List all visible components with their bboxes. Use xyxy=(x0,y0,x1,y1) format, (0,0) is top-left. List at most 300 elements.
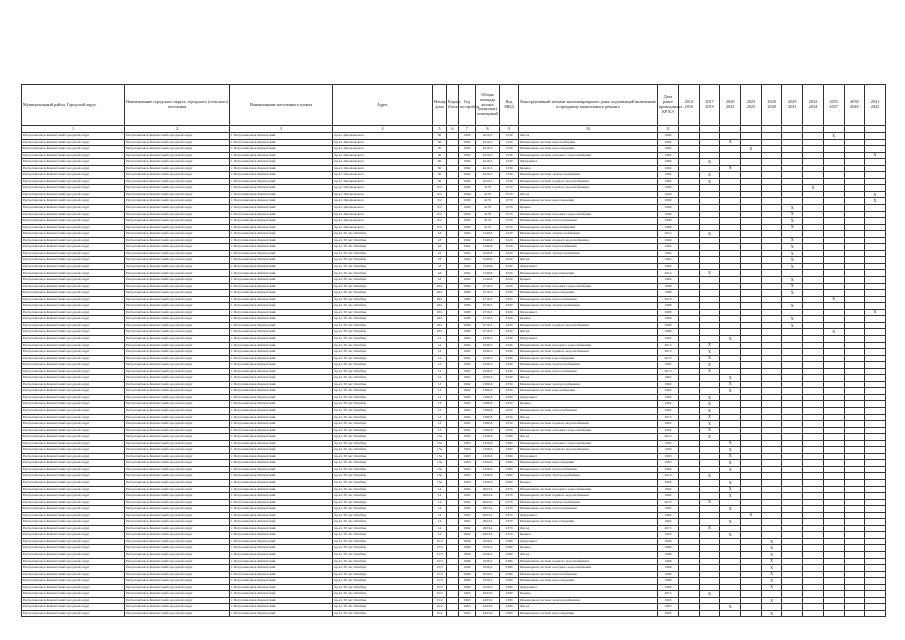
house-number-cell: 30 xyxy=(433,178,447,185)
district-cell: Петропавловск-Камчатский городской округ xyxy=(22,329,125,336)
area-cell: 1056,2 xyxy=(476,552,500,559)
period-mark: X xyxy=(782,250,803,257)
address-cell: пр-кт. 50 лет Октября xyxy=(333,525,433,532)
building-code-cell: 2360 xyxy=(500,440,519,447)
element-cell: Инженерная система теплоснабжения xyxy=(519,407,658,414)
house-number-cell: 12 xyxy=(433,335,447,342)
building-code-cell: 2370 xyxy=(500,532,519,539)
address-cell: пр-кт. 50 лет Октября xyxy=(333,309,433,316)
house-number-cell: 30 xyxy=(433,172,447,179)
period-cell xyxy=(823,610,844,617)
area-cell: 1056,2 xyxy=(476,584,500,591)
area-cell: 1549,8 xyxy=(476,244,500,251)
table-row xyxy=(22,610,886,617)
address-cell: пр-кт. 50 лет Октября xyxy=(333,231,433,238)
district-cell: Петропавловск-Камчатский городской округ xyxy=(22,316,125,323)
district-cell: Петропавловск-Камчатский городской округ xyxy=(22,519,125,526)
build-year-cell: 1962 xyxy=(459,506,476,513)
house-number-cell: 18/1 xyxy=(433,316,447,323)
address-cell: пр-кт. 50 лет Октября xyxy=(333,329,433,336)
locality-cell: г. Петропавловск-Камчатский xyxy=(230,244,333,251)
year-column-header: 2029 2031 xyxy=(782,85,803,126)
prior-repair-date-cell: 1982 xyxy=(658,139,679,146)
period-cell xyxy=(720,610,741,617)
settlement-cell: Петропавловск-Камчатский городской округ xyxy=(125,146,230,153)
house-number-cell: 15/3 xyxy=(433,538,447,545)
prior-repair-date-cell: 1990 xyxy=(658,205,679,212)
house-number-cell: 14 xyxy=(433,499,447,506)
address-cell: пр-кт. 50 лет Октября xyxy=(333,381,433,388)
locality-cell: г. Петропавловск-Камчатский xyxy=(230,538,333,545)
locality-cell: г. Петропавловск-Камчатский xyxy=(230,205,333,212)
column-header: Наименование городского округа, городского (сельского) поселения xyxy=(125,85,230,126)
locality-cell: г. Петропавловск-Камчатский xyxy=(230,591,333,598)
period-mark: X xyxy=(699,368,720,375)
address-cell: пр-кт. 50 лет Октября xyxy=(333,552,433,559)
period-mark: X xyxy=(720,335,741,342)
element-cell: Инженерная система холодного водоснабжения xyxy=(519,440,658,447)
build-year-cell: 1962 xyxy=(459,342,476,349)
locality-cell: г. Петропавловск-Камчатский xyxy=(230,355,333,362)
locality-cell: г. Петропавловск-Камчатский xyxy=(230,466,333,473)
build-year-cell: 1982 xyxy=(459,139,476,146)
element-cell: Инженерная система водоотведения xyxy=(519,460,658,467)
district-cell: Петропавловск-Камчатский городской округ xyxy=(22,290,125,297)
settlement-cell: Петропавловск-Камчатский городской округ xyxy=(125,159,230,166)
settlement-cell: Петропавловск-Камчатский городской округ xyxy=(125,558,230,565)
build-year-cell: 1990 xyxy=(459,185,476,192)
prior-repair-date-cell: 1980 xyxy=(658,303,679,310)
locality-cell: г. Петропавловск-Камчатский xyxy=(230,381,333,388)
locality-cell: г. Петропавловск-Камчатский xyxy=(230,447,333,454)
settlement-cell: Петропавловск-Камчатский городской округ xyxy=(125,368,230,375)
locality-cell: г. Петропавловск-Камчатский xyxy=(230,309,333,316)
locality-cell: г. Петропавловск-Камчатский xyxy=(230,316,333,323)
prior-repair-date-cell: 1980 xyxy=(658,316,679,323)
district-cell: Петропавловск-Камчатский городской округ xyxy=(22,375,125,382)
district-cell: Петропавловск-Камчатский городской округ xyxy=(22,571,125,578)
area-cell: 4179 xyxy=(476,224,500,231)
house-number-cell: 12 xyxy=(433,342,447,349)
prior-repair-date-cell: 1963 xyxy=(658,447,679,454)
address-cell: пр-кт. Циолковского xyxy=(333,178,433,185)
district-cell: Петропавловск-Камчатский городской округ xyxy=(22,172,125,179)
build-year-cell: 1963 xyxy=(459,453,476,460)
prior-repair-date-cell: 1963 xyxy=(658,453,679,460)
column-number: 2 xyxy=(125,126,230,133)
district-cell: Петропавловск-Камчатский городской округ xyxy=(22,355,125,362)
address-cell: пр-кт. 50 лет Октября xyxy=(333,250,433,257)
area-cell: 4216,5 xyxy=(476,178,500,185)
build-year-cell: 1965 xyxy=(459,591,476,598)
settlement-cell: Петропавловск-Камчатский городской округ xyxy=(125,545,230,552)
address-cell: пр-кт. 50 лет Октября xyxy=(333,558,433,565)
building-code-cell: 2350 xyxy=(500,394,519,401)
element-cell: Инженерная система холодного водоснабжения xyxy=(519,565,658,572)
settlement-cell: Петропавловск-Камчатский городской округ xyxy=(125,224,230,231)
column-number: 5 xyxy=(433,126,447,133)
settlement-cell: Петропавловск-Камчатский городской округ xyxy=(125,329,230,336)
building-code-cell: 2340 xyxy=(500,375,519,382)
settlement-cell: Петропавловск-Камчатский городской округ xyxy=(125,296,230,303)
address-cell: пр-кт. 50 лет Октября xyxy=(333,388,433,395)
locality-cell: г. Петропавловск-Камчатский xyxy=(230,597,333,604)
locality-cell: г. Петропавловск-Камчатский xyxy=(230,139,333,146)
element-cell: Инженерная система водоснабжения xyxy=(519,224,658,231)
district-cell: Петропавловск-Камчатский городской округ xyxy=(22,159,125,166)
element-cell: Инженерная система электроснабжения xyxy=(519,231,658,238)
building-code-cell: 1530 xyxy=(500,159,519,166)
period-mark: X xyxy=(823,329,844,336)
column-number-empty xyxy=(803,126,824,133)
settlement-cell: Петропавловск-Камчатский городской округ xyxy=(125,133,230,140)
locality-cell: г. Петропавловск-Камчатский xyxy=(230,453,333,460)
period-mark: X xyxy=(761,538,782,545)
prior-repair-date-cell: 2015 xyxy=(658,414,679,421)
area-cell: 2623,4 xyxy=(476,506,500,513)
address-cell: пр-кт. 50 лет Октября xyxy=(333,499,433,506)
area-cell: 1056,2 xyxy=(476,565,500,572)
element-cell: Инженерная система теплоснабжения xyxy=(519,571,658,578)
house-number-cell: 30 xyxy=(433,133,447,140)
area-cell: 1936,3 xyxy=(476,355,500,362)
area-cell: 4179 xyxy=(476,185,500,192)
house-number-cell: 12 xyxy=(433,349,447,356)
locality-cell: г. Петропавловск-Камчатский xyxy=(230,250,333,257)
element-cell: Инженерная система холодного водоснабжения xyxy=(519,342,658,349)
settlement-cell: Петропавловск-Камчатский городской округ xyxy=(125,185,230,192)
element-cell: Инженерная система горячего водоснабжения xyxy=(519,185,658,192)
period-cell xyxy=(865,610,886,617)
building-code-cell: 1530 xyxy=(500,146,519,153)
period-mark: X xyxy=(720,532,741,539)
period-mark: X xyxy=(720,486,741,493)
prior-repair-date-cell: 2014 xyxy=(658,434,679,441)
district-cell: Петропавловск-Камчатский городской округ xyxy=(22,368,125,375)
block-cell xyxy=(447,610,459,617)
area-cell: 2433,9 xyxy=(476,591,500,598)
address-cell: пр-кт. 50 лет Октября xyxy=(333,519,433,526)
district-cell: Петропавловск-Камчатский городской округ xyxy=(22,309,125,316)
prior-repair-date-cell: 1964 xyxy=(658,263,679,270)
area-cell: 1326,6 xyxy=(476,447,500,454)
element-cell: Фасад xyxy=(519,257,658,264)
column-number-empty xyxy=(823,126,844,133)
element-cell: Инженерная система электроснабжения xyxy=(519,597,658,604)
prior-repair-date-cell: 1962 xyxy=(658,519,679,526)
settlement-cell: Петропавловск-Камчатский городской округ xyxy=(125,604,230,611)
area-cell: 1580,8 xyxy=(476,407,500,414)
district-cell: Петропавловск-Камчатский городской округ xyxy=(22,244,125,251)
address-cell: пр-кт. 50 лет Октября xyxy=(333,355,433,362)
locality-cell: г. Петропавловск-Камчатский xyxy=(230,362,333,369)
element-cell: Инженерная система электроснабжения xyxy=(519,303,658,310)
settlement-cell: Петропавловск-Камчатский городской округ xyxy=(125,283,230,290)
address-cell: пр-кт. 50 лет Октября xyxy=(333,512,433,519)
build-year-cell: 1980 xyxy=(459,316,476,323)
address-cell: пр-кт. 50 лет Октября xyxy=(333,578,433,585)
locality-cell: г. Петропавловск-Камчатский xyxy=(230,486,333,493)
district-cell: Петропавловск-Камчатский городской округ xyxy=(22,342,125,349)
house-number-cell: 13 xyxy=(433,381,447,388)
district-cell: Петропавловск-Камчатский городской округ xyxy=(22,270,125,277)
prior-repair-date-cell: 1963 xyxy=(658,460,679,467)
area-cell: 4216,5 xyxy=(476,146,500,153)
prior-repair-date-cell: 2015 xyxy=(658,349,679,356)
settlement-cell: Петропавловск-Камчатский городской округ xyxy=(125,434,230,441)
settlement-cell: Петропавловск-Камчатский городской округ xyxy=(125,250,230,257)
area-cell: 1580,8 xyxy=(476,401,500,408)
prior-repair-date-cell: 1962 xyxy=(658,532,679,539)
building-code-cell: 2220 xyxy=(500,237,519,244)
building-code-cell: 2380 xyxy=(500,584,519,591)
period-mark: X xyxy=(699,349,720,356)
house-number-cell: 18 xyxy=(433,263,447,270)
period-cell xyxy=(803,610,824,617)
build-year-cell: 1963 xyxy=(459,460,476,467)
prior-repair-date-cell: 1964 xyxy=(658,250,679,257)
house-number-cell: 14 xyxy=(433,525,447,532)
building-code-cell: 2380 xyxy=(500,578,519,585)
locality-cell: г. Петропавловск-Камчатский xyxy=(230,558,333,565)
period-mark: X xyxy=(699,427,720,434)
period-mark: X xyxy=(699,394,720,401)
address-cell: пр-кт. 50 лет Октября xyxy=(333,584,433,591)
element-cell: Инженерная система горячего водоснабжения xyxy=(519,493,658,500)
build-year-cell: 1982 xyxy=(459,152,476,159)
area-cell: 2623,4 xyxy=(476,519,500,526)
period-cell xyxy=(741,610,762,617)
locality-cell: г. Петропавловск-Камчатский xyxy=(230,329,333,336)
address-cell: пр-кт. 50 лет Октября xyxy=(333,263,433,270)
settlement-cell: Петропавловск-Камчатский городской округ xyxy=(125,578,230,585)
area-cell: 2433,9 xyxy=(476,604,500,611)
district-cell: Петропавловск-Камчатский городской округ xyxy=(22,440,125,447)
address-cell: пр-кт. 50 лет Октября xyxy=(333,479,433,486)
year-column-header: 2020 2022 xyxy=(720,85,741,126)
house-number-cell: 18/1 xyxy=(433,283,447,290)
district-cell: Петропавловск-Камчатский городской округ xyxy=(22,486,125,493)
settlement-cell: Петропавловск-Камчатский городской округ xyxy=(125,394,230,401)
locality-cell: г. Петропавловск-Камчатский xyxy=(230,479,333,486)
district-cell: Петропавловск-Камчатский городской округ xyxy=(22,604,125,611)
district-cell: Петропавловск-Камчатский городской округ xyxy=(22,565,125,572)
build-year-cell: 1990 xyxy=(459,198,476,205)
element-cell: Фасад xyxy=(519,604,658,611)
period-cell xyxy=(679,610,700,617)
building-code-cell: 2380 xyxy=(500,571,519,578)
area-cell: 4216,5 xyxy=(476,152,500,159)
area-cell: 4216,5 xyxy=(476,133,500,140)
area-cell: 4179 xyxy=(476,211,500,218)
building-code-cell: 2380 xyxy=(500,538,519,545)
district-cell: Петропавловск-Камчатский городской округ xyxy=(22,506,125,513)
district-cell: Петропавловск-Камчатский городской округ xyxy=(22,545,125,552)
prior-repair-date-cell: 1966 xyxy=(658,571,679,578)
prior-repair-date-cell: 2015 xyxy=(658,591,679,598)
house-number-cell: 18 xyxy=(433,270,447,277)
element-cell: Инженерная система теплоснабжения xyxy=(519,244,658,251)
district-cell: Петропавловск-Камчатский городской округ xyxy=(22,250,125,257)
period-mark: X xyxy=(699,525,720,532)
column-number-empty xyxy=(741,126,762,133)
element-cell: Инженерная система теплоснабжения xyxy=(519,466,658,473)
address-cell: пр-кт. Циолковского xyxy=(333,185,433,192)
district-cell: Петропавловск-Камчатский городской округ xyxy=(22,401,125,408)
period-mark: X xyxy=(720,381,741,388)
element-cell: Инженерная система водоотведения xyxy=(519,270,658,277)
build-year-cell: 1962 xyxy=(459,493,476,500)
prior-repair-date-cell: 1990 xyxy=(658,211,679,218)
column-header: Год постройки xyxy=(459,85,476,126)
area-cell: 4216,5 xyxy=(476,172,500,179)
locality-cell: г. Петропавловск-Камчатский xyxy=(230,610,333,617)
element-cell: Инженерная система горячего водоснабжения xyxy=(519,237,658,244)
build-year-cell: 1990 xyxy=(459,218,476,225)
year-column-header: 2035 2037 xyxy=(823,85,844,126)
district-cell: Петропавловск-Камчатский городской округ xyxy=(22,460,125,467)
build-year-cell: 1980 xyxy=(459,296,476,303)
house-number-cell: 13 xyxy=(433,427,447,434)
settlement-cell: Петропавловск-Камчатский городской округ xyxy=(125,152,230,159)
build-year-cell: 1980 xyxy=(459,283,476,290)
area-cell: 1326,6 xyxy=(476,460,500,467)
district-cell: Петропавловск-Камчатский городской округ xyxy=(22,453,125,460)
address-cell: пр-кт. 50 лет Октября xyxy=(333,532,433,539)
address-cell: пр-кт. Циолковского xyxy=(333,165,433,172)
district-cell: Петропавловск-Камчатский городской округ xyxy=(22,525,125,532)
area-cell: 2716,3 xyxy=(476,322,500,329)
house-number-cell: 14 xyxy=(433,486,447,493)
district-cell: Петропавловск-Камчатский городской округ xyxy=(22,591,125,598)
prior-repair-date-cell: 1990 xyxy=(658,224,679,231)
house-number-cell: 14 xyxy=(433,532,447,539)
element-cell: Инженерная система водоотведения xyxy=(519,610,658,617)
house-number-cell: 30 xyxy=(433,152,447,159)
area-cell: 1326,6 xyxy=(476,466,500,473)
house-number-cell: 13а xyxy=(433,434,447,441)
building-code-cell: 2220 xyxy=(500,250,519,257)
prior-repair-date-cell: 1982 xyxy=(658,133,679,140)
build-year-cell: 1964 xyxy=(459,257,476,264)
element-cell: Фундамент xyxy=(519,263,658,270)
area-cell: 1936,3 xyxy=(476,362,500,369)
settlement-cell: Петропавловск-Камчатский городской округ xyxy=(125,165,230,172)
period-mark: X xyxy=(720,604,741,611)
settlement-cell: Петропавловск-Камчатский городской округ xyxy=(125,447,230,454)
prior-repair-date-cell: 1966 xyxy=(658,584,679,591)
district-cell: Петропавловск-Камчатский городской округ xyxy=(22,198,125,205)
prior-repair-date-cell: 2015 xyxy=(658,355,679,362)
element-cell: Фундамент xyxy=(519,309,658,316)
period-mark: X xyxy=(699,473,720,480)
district-cell: Петропавловск-Камчатский городской округ xyxy=(22,191,125,198)
area-cell: 1580,8 xyxy=(476,414,500,421)
prior-repair-date-cell: 1966 xyxy=(658,558,679,565)
element-cell: Инженерная система водоснабжения xyxy=(519,139,658,146)
area-cell: 1549,8 xyxy=(476,237,500,244)
settlement-cell: Петропавловск-Камчатский городской округ xyxy=(125,375,230,382)
period-mark: X xyxy=(699,407,720,414)
prior-repair-date-cell: 1962 xyxy=(658,401,679,408)
area-cell: 2716,3 xyxy=(476,290,500,297)
settlement-cell: Петропавловск-Камчатский городской округ xyxy=(125,263,230,270)
element-cell: Фундамент xyxy=(519,584,658,591)
prior-repair-date-cell: 1982 xyxy=(658,159,679,166)
locality-cell: г. Петропавловск-Камчатский xyxy=(230,322,333,329)
build-year-cell: 1966 xyxy=(459,584,476,591)
prior-repair-date-cell: 1980 xyxy=(658,283,679,290)
area-cell: 4179 xyxy=(476,191,500,198)
area-cell: 1580,8 xyxy=(476,394,500,401)
building-code-cell: 1530 xyxy=(500,139,519,146)
column-header: Конструктивный элемент многоквартирного дома, подлежащий включению в программу капитального ремонта xyxy=(519,85,658,126)
element-cell: Инженерная система холодного водоснабжения xyxy=(519,211,658,218)
settlement-cell: Петропавловск-Камчатский городской округ xyxy=(125,453,230,460)
locality-cell: г. Петропавловск-Камчатский xyxy=(230,191,333,198)
building-code-cell: 2380 xyxy=(500,558,519,565)
period-mark: X xyxy=(761,571,782,578)
prior-repair-date-cell: 1963 xyxy=(658,479,679,486)
house-number-cell: 13 xyxy=(433,394,447,401)
period-mark: X xyxy=(782,205,803,212)
building-code-cell: 2360 xyxy=(500,447,519,454)
address-cell: пр-кт. Циолковского xyxy=(333,224,433,231)
district-cell: Петропавловск-Камчатский городской округ xyxy=(22,152,125,159)
building-code-cell: 2320 xyxy=(500,329,519,336)
period-mark: X xyxy=(720,375,741,382)
settlement-cell: Петропавловск-Камчатский городской округ xyxy=(125,460,230,467)
column-header: Дата ранее проведенных КР КЭ xyxy=(658,85,679,126)
period-mark: X xyxy=(782,257,803,264)
address-cell: пр-кт. 50 лет Октября xyxy=(333,414,433,421)
element-cell: Инженерная система водоснабжения xyxy=(519,388,658,395)
district-cell: Петропавловск-Камчатский городской округ xyxy=(22,427,125,434)
element-cell: Инженерная система электроснабжения xyxy=(519,499,658,506)
settlement-cell: Петропавловск-Камчатский городской округ xyxy=(125,303,230,310)
address-cell: пр-кт. Циолковского xyxy=(333,205,433,212)
settlement-cell: Петропавловск-Камчатский городской округ xyxy=(125,244,230,251)
house-number-cell: 14 xyxy=(433,493,447,500)
address-cell: пр-кт. 50 лет Октября xyxy=(333,394,433,401)
period-mark: X xyxy=(720,519,741,526)
prior-repair-date-cell: 1962 xyxy=(658,421,679,428)
building-code-cell: 2370 xyxy=(500,499,519,506)
element-cell: Инженерная система электроснабжения xyxy=(519,381,658,388)
area-cell: 2433,9 xyxy=(476,610,500,617)
period-mark: X xyxy=(865,309,886,316)
element-cell: Фасад xyxy=(519,552,658,559)
element-cell: Инженерная система горячего водоснабжения xyxy=(519,322,658,329)
build-year-cell: 1990 xyxy=(459,224,476,231)
build-year-cell: 1962 xyxy=(459,499,476,506)
prior-repair-date-cell: 1965 xyxy=(658,597,679,604)
period-mark: X xyxy=(699,401,720,408)
locality-cell: г. Петропавловск-Камчатский xyxy=(230,185,333,192)
build-year-cell: 1962 xyxy=(459,401,476,408)
address-cell: пр-кт. 50 лет Октября xyxy=(333,316,433,323)
settlement-cell: Петропавловск-Камчатский городской округ xyxy=(125,218,230,225)
building-code-cell: 2220 xyxy=(500,257,519,264)
build-year-cell: 1962 xyxy=(459,407,476,414)
area-cell: 2623,4 xyxy=(476,512,500,519)
locality-cell: г. Петропавловск-Камчатский xyxy=(230,565,333,572)
building-code-cell: 2340 xyxy=(500,355,519,362)
build-year-cell: 1964 xyxy=(459,237,476,244)
prior-repair-date-cell: 1962 xyxy=(658,394,679,401)
period-mark: X xyxy=(699,270,720,277)
column-number: 4 xyxy=(333,126,433,133)
